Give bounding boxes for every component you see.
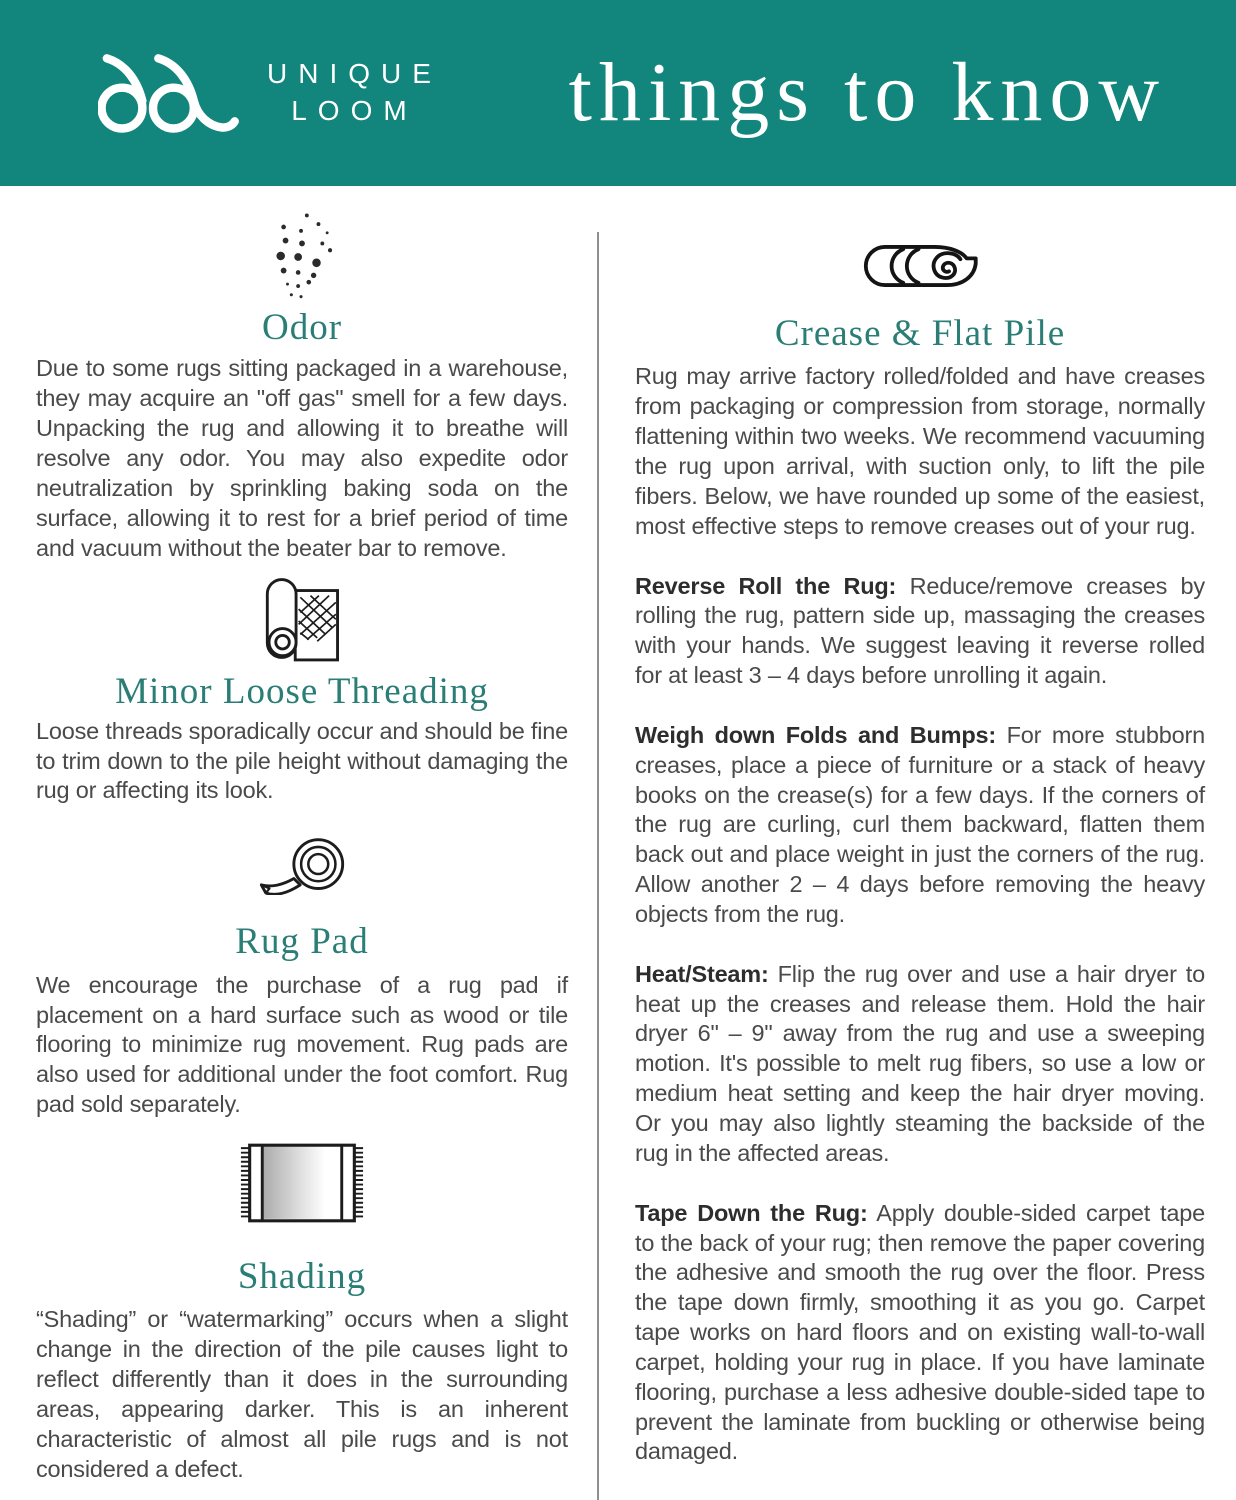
rolled-rug-corner-icon (263, 577, 341, 665)
tip-heat-steam-text: Flip the rug over and use a hair dryer to heat up the creases and release them. Hold the hair dryer 6" – 9" away from the rug and use a sweeping motion. It's possible to melt rug fibers, so use a low or medium heat setting and keep the hair dryer moving. Or you may also lightly steaming the backside of the rug in the affected areas. (635, 960, 1205, 1166)
section-body-rug-pad: We encourage the purchase of a rug pad if placement on a hard surface such as wood or tile flooring to minimize rug movement. Rug pads are also used for additional under the foot comfort. Rug pad sold separately. (36, 971, 568, 1118)
tip-tape-down-label: Tape Down the Rug: (635, 1199, 868, 1226)
tip-tape-down (635, 1199, 1205, 1468)
tip-weigh-down (635, 721, 1205, 930)
tip-tape-down-text: Apply double-sided carpet tape to the back of your rug; then remove the paper covering the adhesive and smooth the rug over the floor. Press the tape down firmly, smoothing it as you go. Carpet tape works on hard floors and on existing wall-to-wall carpet, holding your rug in place. If you have laminate flooring, purchase a less adhesive double-sided tape to prevent the laminate from buckling or otherwise being damaged. (635, 1199, 1205, 1465)
section-heading-threading: Minor Loose Threading (115, 671, 489, 713)
brand-logo (98, 47, 442, 139)
section-intro-crease: Rug may arrive factory rolled/folded and have creases from packaging or compression from storage, normally flattening within two weeks. We recommend vacuuming the rug upon arrival, with suction only, to lift the pile fibers. Below, we have rounded up some of the easiest, most effective steps to remove creases out of your rug. (635, 363, 1205, 539)
unique-loom-logo-icon (98, 47, 240, 139)
section-heading-rug-pad: Rug Pad (235, 921, 369, 963)
section-heading-shading: Shading (237, 1255, 367, 1297)
section-shading (36, 1142, 568, 1485)
section-threading (36, 577, 568, 806)
tip-heat-steam-label: Heat/Steam: (635, 960, 769, 987)
column-divider (597, 232, 599, 1500)
section-heading-odor: Odor (261, 307, 343, 348)
tip-reverse-roll (635, 572, 1205, 691)
brand-line1: UNIQUE (267, 58, 442, 90)
brand-name (256, 56, 442, 130)
content-area (0, 186, 1236, 1500)
rolled-rug-side-icon (862, 243, 978, 289)
odor-dots-icon (272, 211, 332, 303)
right-column (635, 186, 1205, 1500)
brand-line2: LOOM (291, 95, 418, 126)
tip-reverse-roll-text: Reduce/remove creases by rolling the rug, pattern side up, massaging the creases with your hands. We suggest leaving it reverse rolled for at least 3 – 4 days before unrolling it again. (635, 572, 1205, 689)
left-column (36, 186, 568, 1500)
tip-weigh-down-label: Weigh down Folds and Bumps: (635, 721, 997, 748)
section-crease (635, 243, 1205, 1467)
section-odor (36, 211, 568, 563)
rug-pad-roll-icon (255, 835, 349, 895)
section-body-odor: Due to some rugs sitting packaged in a warehouse, they may acquire an "off gas" smell for a few days. Unpacking the rug and allowing it to breathe will resolve any odor. You may also expedite odor neutralization by sprinkling baking soda on the surface, allowing it to rest for a brief period of time and vacuum without the beater bar to remove. (36, 355, 568, 561)
header-banner (0, 0, 1236, 186)
tip-reverse-roll-label: Reverse Roll the Rug: (635, 572, 897, 599)
section-body-shading: “Shading” or “watermarking” occurs when a slight change in the direction of the pile causes light to reflect differently than it does in the surrounding areas, appearing darker. This is an inherent characteristic of almost all pile rugs and is not considered a defect. (36, 1306, 568, 1482)
section-heading-crease: Crease & Flat Pile (774, 313, 1066, 354)
section-body-threading: Loose threads sporadically occur and should be fine to trim down to the pile height without damaging the rug or affecting its look. (36, 717, 568, 804)
fringed-rug-icon (239, 1142, 365, 1224)
section-rug-pad (36, 835, 568, 1120)
tip-heat-steam (635, 960, 1205, 1169)
page-title: things to know (568, 46, 1166, 139)
tip-weigh-down-text: For more stubborn creases, place a piece of furniture or a stack of heavy books on the crease(s) for a few days. If the corners of the rug are curling, curl them backward, flatten them back out and place weight in just the corners of the rug. Allow another 2 – 4 days before removing the heavy objects from the rug. (635, 721, 1205, 927)
